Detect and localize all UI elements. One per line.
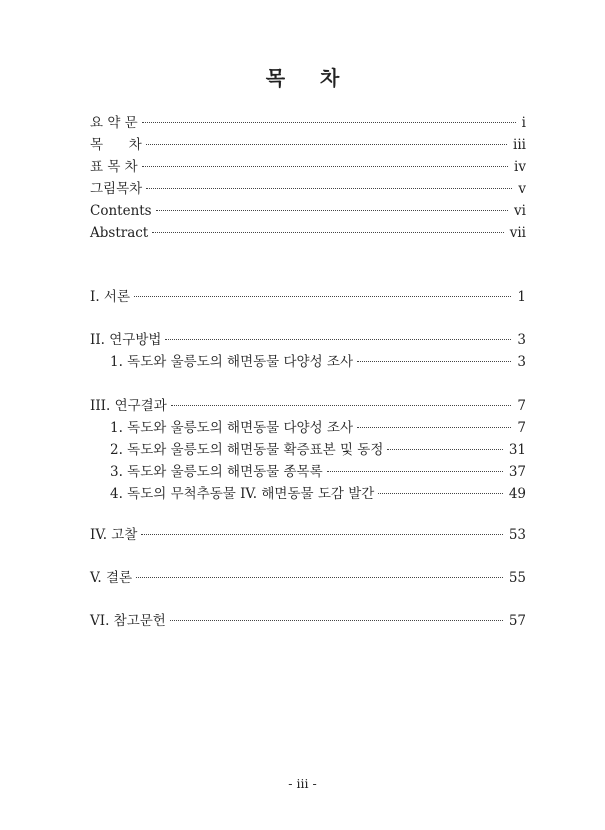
toc-label: II. 연구방법 xyxy=(90,332,162,348)
toc-page-number: 31 xyxy=(508,442,526,458)
dot-leader xyxy=(146,188,512,189)
toc-entry-list-of-figures[interactable] xyxy=(90,180,526,198)
toc-label: 1. 독도와 울릉도의 해면동물 다양성 조사 xyxy=(110,420,353,436)
toc-label: 요 약 문 xyxy=(90,115,138,131)
page-number-footer: - iii - xyxy=(288,776,317,791)
toc-page-number: 1 xyxy=(517,289,526,305)
toc-entry-abstract[interactable] xyxy=(90,224,526,242)
toc-label: Contents xyxy=(90,203,152,219)
dot-leader xyxy=(165,339,511,340)
toc-entry-list-of-tables[interactable] xyxy=(90,158,526,176)
toc-section-results-1[interactable] xyxy=(110,419,526,437)
dot-leader xyxy=(134,296,511,297)
toc-entry-summary[interactable] xyxy=(90,114,526,132)
toc-entry-contents[interactable] xyxy=(90,136,526,154)
toc-label: VI. 참고문헌 xyxy=(90,613,166,629)
toc-chapter-methods[interactable] xyxy=(90,331,526,349)
dot-leader xyxy=(136,577,503,578)
toc-label: 3. 독도와 울릉도의 해면동물 종목록 xyxy=(110,464,323,480)
dot-leader xyxy=(171,405,512,406)
dot-leader xyxy=(156,210,508,211)
dot-leader xyxy=(146,144,507,145)
dot-leader xyxy=(141,534,502,535)
toc-page-number: iv xyxy=(514,159,526,175)
page-title: 목 차 xyxy=(265,66,354,90)
toc-page-number: iii xyxy=(513,137,526,153)
toc-chapter-results[interactable] xyxy=(90,397,526,415)
toc-label: 목 차 xyxy=(90,137,142,153)
toc-chapter-introduction[interactable] xyxy=(90,288,526,306)
toc-section-results-3[interactable] xyxy=(110,463,526,481)
toc-page-number: 57 xyxy=(508,613,526,629)
toc-section-results-2[interactable] xyxy=(110,441,526,459)
toc-page-number: 7 xyxy=(517,398,526,414)
dot-leader xyxy=(357,427,511,428)
toc-label: 4. 독도의 무척추동물 IV. 해면동물 도감 발간 xyxy=(110,486,375,502)
toc-label: 2. 독도와 울릉도의 해면동물 확증표본 및 동정 xyxy=(110,442,384,458)
toc-chapter-conclusion[interactable] xyxy=(90,569,526,587)
toc-label: Abstract xyxy=(90,225,149,241)
dot-leader xyxy=(170,620,503,621)
toc-label: V. 결론 xyxy=(90,570,133,586)
toc-label: 그림목차 xyxy=(90,181,143,197)
toc-chapter-references[interactable] xyxy=(90,612,526,630)
toc-page-number: 7 xyxy=(517,420,526,436)
dot-leader xyxy=(357,361,511,362)
toc-page-number: 3 xyxy=(517,354,526,370)
toc-page-number: 53 xyxy=(508,527,526,543)
toc-page-number: i xyxy=(521,115,526,131)
toc-label: 1. 독도와 울릉도의 해면동물 다양성 조사 xyxy=(110,354,353,370)
dot-leader xyxy=(152,232,504,233)
toc-page-number: 49 xyxy=(508,486,526,502)
toc-section-results-4[interactable] xyxy=(110,485,526,503)
dot-leader xyxy=(142,122,516,123)
toc-label: III. 연구결과 xyxy=(90,398,167,414)
toc-section-methods-1[interactable] xyxy=(110,353,526,371)
toc-page-number: vii xyxy=(509,225,526,241)
dot-leader xyxy=(327,471,503,472)
toc-page-number: 37 xyxy=(508,464,526,480)
toc-chapter-discussion[interactable] xyxy=(90,526,526,544)
toc-label: I. 서론 xyxy=(90,289,130,305)
toc-entry-contents-en[interactable] xyxy=(90,202,526,220)
toc-page-number: v xyxy=(518,181,526,197)
toc-page-number: 3 xyxy=(517,332,526,348)
toc-page-number: 55 xyxy=(508,570,526,586)
toc-label: IV. 고찰 xyxy=(90,527,138,543)
dot-leader xyxy=(387,449,502,450)
toc-label: 표 목 차 xyxy=(90,159,138,175)
dot-leader xyxy=(378,493,503,494)
dot-leader xyxy=(142,166,508,167)
toc-page-number: vi xyxy=(514,203,526,219)
